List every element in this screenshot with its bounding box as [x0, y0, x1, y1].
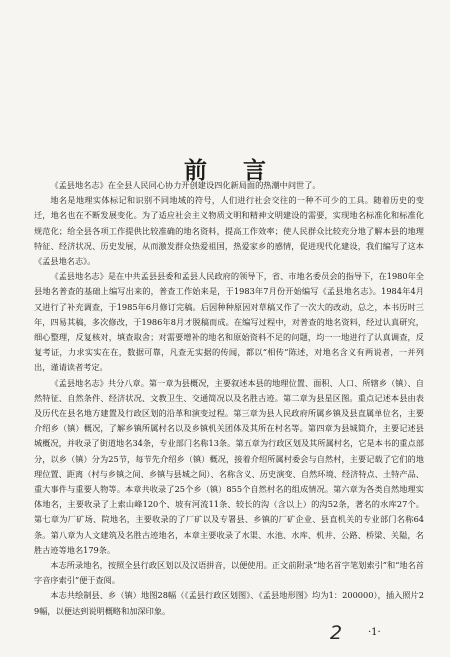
handwritten-mark: 2 — [330, 622, 343, 644]
paragraph: 地名是地理实体标记和识别不同地域的符号，人们进行社会交往的一种不可少的工具。随着历史的变迁，地名也在不断发展变化。为了适应社会主义物质文明和精神文明建设的需要，实现地名标准化和标准化规范化；给全县各项工作提供比较准确的地名资料，提高工作效率；使人民群众比较充分地了解本县的地理特征、经济状况、历史发展，从而激发群众热爱祖国，热爱家乡的感情，促进现代化建设，我们编写了这本《孟县地名志》。 — [34, 195, 424, 267]
page-title: 前 言 — [183, 158, 280, 184]
paragraph: 本志所录地名，按照全县行政区划以及汉语拼音，以便使用。正文前附录“地名首字笔划索引”和“地名首字音序索引”便于查阅。 — [34, 560, 424, 586]
paragraph: 《孟县地名志》共分八章。第一章为县概况，主要叙述本县的地理位置、面积、人口、所辖乡（镇）、自然特征、自然条件、经济状况、文教卫生、交通简况以及名胜古迹。第二章为县星区图。重点记述本县由表及历代在县名地方建置及行政区划的沿革和演变过程。第三章为县人民政府所属乡镇及县直属单位名，主要介绍乡（镇）概况，了解乡镇所属村名以及乡镇机关团体及其所在村名等。第四章为县城简介，主要记述县城概况，并收录了街道地名34条，专业部门名称13条。第五章为行政区划及其所属村名，它是本书的重点部分，以乡（镇）分为25节，每节先介绍乡（镇）概况，接着介绍所属村委会与自然村，主要记载了它们的地理位置、距离（村与乡镇之间、乡镇与县城之间）、名称含义、历史演变、自然环境、经济特点、土特产品、重大事件与重要人物等。本章共收录了25个乡（镇）855个自然村名的组成情况。第六章为各类自然地理实体地名，主要收录了上索山峰120个、坡有河流11条、较长的沟（含以上）的沟52条，著名的水库27个。第七章为厂矿场、院地名，主要收录的了厂矿以及专署县、乡镇的厂矿企业、县直机关的专业部门名称64条。第八章为人文建筑及名胜古迹地名，本章主要收录了水渠、水池、水库、机井、公路、桥梁、关隘，名胜古迹等地名179条。 — [34, 377, 424, 555]
paragraph: 《孟县地名志》是在中共孟县县委和孟县人民政府的领导下，省、市地名委员会的指导下，在1980年全县地名普查的基础上编写出来的，普查工作始来是，于1983年7月份开始编写《孟县地名志》。1984年4月又进行了补充调查，于1985年6月修订完稿。后因种种原因对草稿又作了一次大的改动，总之，本书历时三年，四易其稿，多次修改，于1986年8月才脱稿而成。在编写过程中，对普查的地名资料，经过认真研究，细心整理，反复核对，填查取舍；对需要增补的地名和原始资料不足的问题，均一一地进行了认真调查，反复考证，力求实实在在，数据可靠，凡查无实据的传闻，都以“相传”陈述，对地名含义有两说者，一并列出，谨请读者考定。 — [34, 271, 424, 373]
paragraph: 《孟县地名志》在全县人民同心协力开创建设四化新局面的热潮中问世了。 — [50, 180, 321, 190]
paragraph: 本志共绘制县、乡（镇）地图28幅（《孟县行政区划图》、《孟县地形图》均为1：200000），插入照片29幅，以便达到说明概略和加深印象。 — [34, 590, 424, 616]
body-text — [34, 178, 424, 618]
page-number: ·1· — [368, 627, 381, 638]
